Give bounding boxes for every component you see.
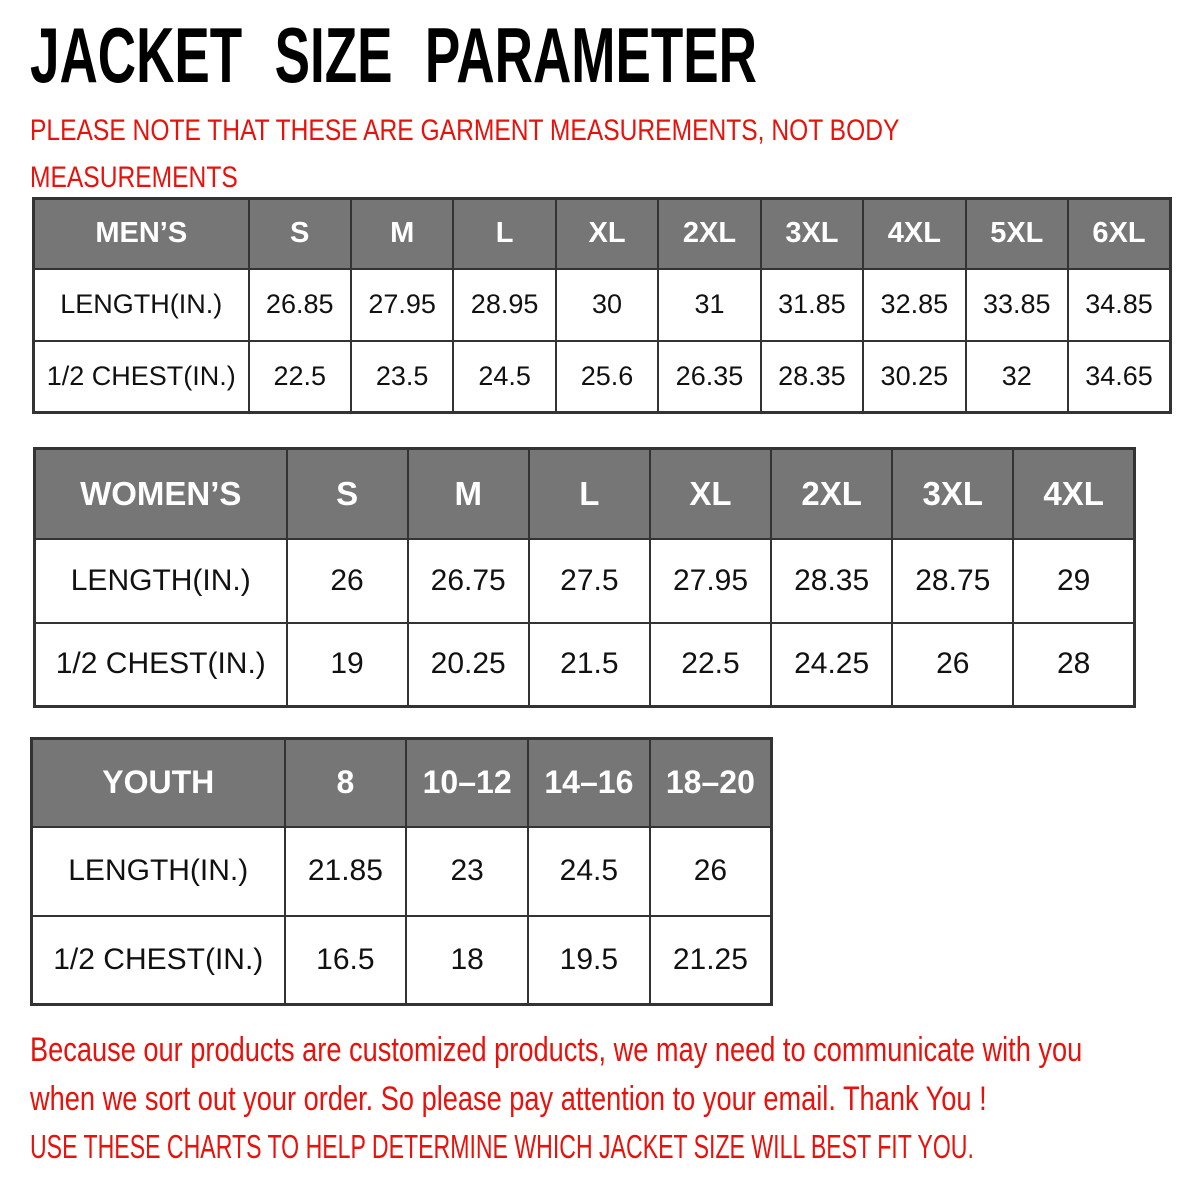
size-header-cell: M [408,449,529,539]
measurement-row [35,539,1135,623]
size-header-row [32,739,772,827]
value-cell: 29 [1013,539,1134,623]
size-header-cell: 18–20 [650,739,772,827]
customization-note-line-2: when we sort out your order. So please pay attention to your email. Thank You ! [30,1080,987,1119]
table-title-cell: MEN’S [34,199,249,269]
value-cell: 21.25 [650,916,772,1005]
value-cell: 31 [658,269,760,341]
value-cell: 26.75 [408,539,529,623]
size-header-cell: XL [556,199,658,269]
table-title-cell: WOMEN’S [35,449,287,539]
measurement-row [32,916,772,1005]
value-cell: 34.85 [1068,269,1171,341]
womens-size-table [33,447,1136,708]
value-cell: 28 [1013,623,1134,707]
value-cell: 32.85 [863,269,965,341]
value-cell: 28.35 [771,539,892,623]
measurement-row [35,623,1135,707]
size-header-cell: S [287,449,408,539]
value-cell: 27.95 [351,269,453,341]
value-cell: 20.25 [408,623,529,707]
size-header-row [35,449,1135,539]
value-cell: 26.85 [249,269,351,341]
size-header-cell: 4XL [1013,449,1134,539]
size-header-cell: 10–12 [406,739,528,827]
size-header-cell: 2XL [658,199,760,269]
value-cell: 26 [892,623,1013,707]
measure-label-cell: LENGTH(IN.) [32,827,285,916]
size-header-cell: 3XL [761,199,863,269]
value-cell: 26 [287,539,408,623]
size-header-cell: 14–16 [528,739,650,827]
size-header-row [34,199,1171,269]
size-header-cell: 5XL [966,199,1068,269]
value-cell: 23.5 [351,341,453,413]
value-cell: 32 [966,341,1068,413]
value-cell: 24.5 [528,827,650,916]
value-cell: 28.75 [892,539,1013,623]
size-header-cell: 3XL [892,449,1013,539]
measurement-row [34,269,1171,341]
youth-size-table [30,737,773,1006]
value-cell: 26 [650,827,772,916]
value-cell: 28.95 [453,269,555,341]
value-cell: 21.5 [529,623,650,707]
size-header-cell: 2XL [771,449,892,539]
measure-label-cell: LENGTH(IN.) [35,539,287,623]
page-title: JACKET SIZE PARAMETER [30,11,757,99]
value-cell: 24.5 [453,341,555,413]
size-header-cell: L [529,449,650,539]
note-line-1: PLEASE NOTE THAT THESE ARE GARMENT MEASUREMENTS, NOT BODY [30,114,900,147]
value-cell: 22.5 [249,341,351,413]
size-header-cell: 6XL [1068,199,1171,269]
value-cell: 26.35 [658,341,760,413]
value-cell: 23 [406,827,528,916]
measurement-row [34,341,1171,413]
value-cell: 25.6 [556,341,658,413]
size-header-cell: L [453,199,555,269]
measure-label-cell: LENGTH(IN.) [34,269,249,341]
value-cell: 30.25 [863,341,965,413]
measurement-row [32,827,772,916]
value-cell: 27.95 [650,539,771,623]
garment-measurements-note [30,108,899,201]
value-cell: 34.65 [1068,341,1171,413]
customization-note [30,1026,1082,1125]
value-cell: 30 [556,269,658,341]
size-header-cell: 4XL [863,199,965,269]
size-header-cell: S [249,199,351,269]
value-cell: 27.5 [529,539,650,623]
value-cell: 21.85 [285,827,407,916]
value-cell: 16.5 [285,916,407,1005]
measure-label-cell: 1/2 CHEST(IN.) [35,623,287,707]
measure-label-cell: 1/2 CHEST(IN.) [32,916,285,1005]
value-cell: 19 [287,623,408,707]
value-cell: 28.35 [761,341,863,413]
customization-note-line-1: Because our products are customized products, we may need to communicate with you [30,1031,1083,1069]
value-cell: 33.85 [966,269,1068,341]
value-cell: 24.25 [771,623,892,707]
value-cell: 19.5 [528,916,650,1005]
table-title-cell: YOUTH [32,739,285,827]
value-cell: 31.85 [761,269,863,341]
usage-note: USE THESE CHARTS TO HELP DETERMINE WHICH JACKET SIZE WILL BEST FIT YOU. [30,1128,974,1165]
size-header-cell: 8 [285,739,407,827]
value-cell: 22.5 [650,623,771,707]
size-header-cell: XL [650,449,771,539]
size-header-cell: M [351,199,453,269]
mens-size-table [32,197,1172,414]
value-cell: 18 [406,916,528,1005]
note-line-2: MEASUREMENTS [30,160,238,194]
measure-label-cell: 1/2 CHEST(IN.) [34,341,249,413]
